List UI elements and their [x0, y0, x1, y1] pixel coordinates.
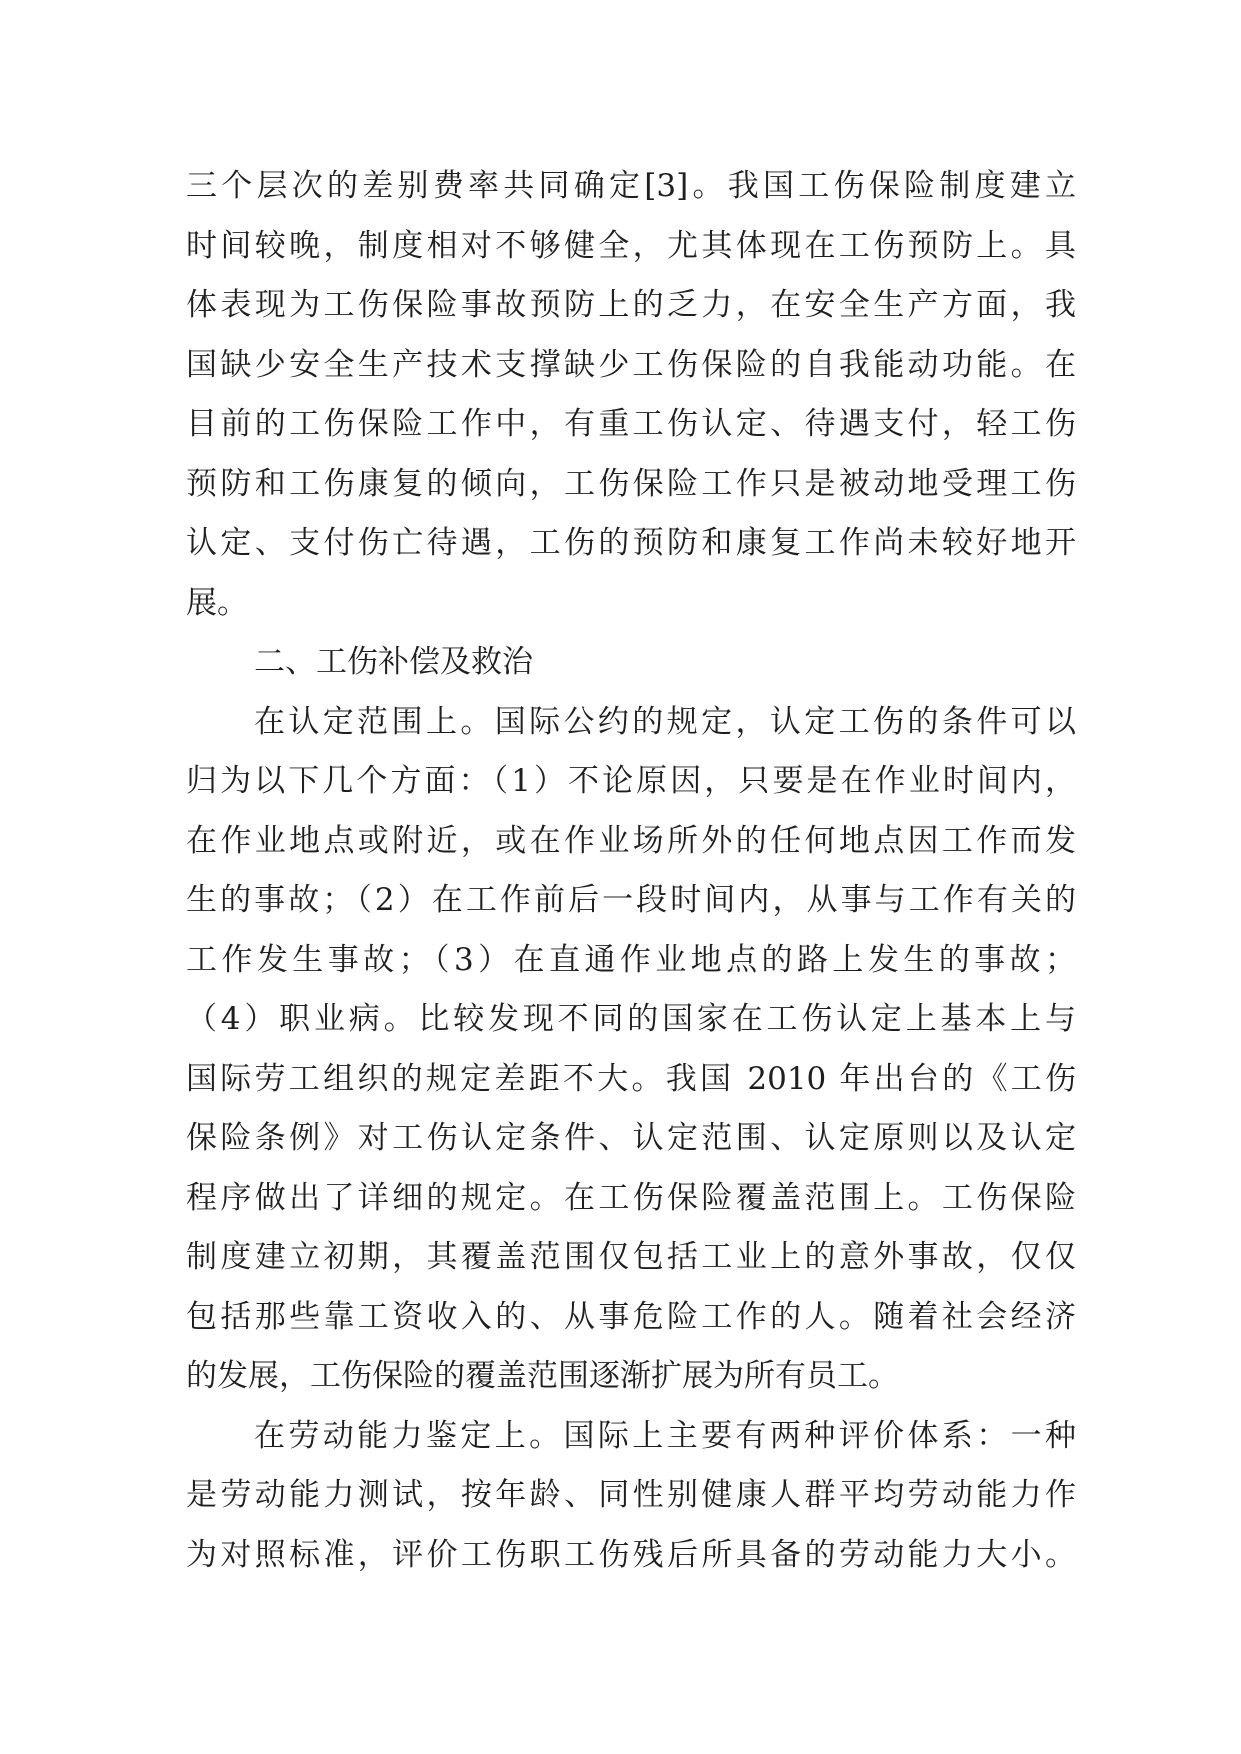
text-line: 在认定范围上。国际公约的规定，认定工伤的条件可以: [254, 703, 1076, 740]
text-line: （4）职业病。比较发现不同的国家在工伤认定上基本上与: [186, 1001, 1076, 1037]
text-line: 包括那些靠工资收入的、从事危险工作的人。随着社会经济: [186, 1298, 1076, 1335]
text-line: 认定、支付伤亡待遇，工伤的预防和康复工作尚未较好地开: [186, 525, 1076, 561]
text-line: 国缺少安全生产技术支撑缺少工伤保险的自我能动功能。在: [186, 346, 1076, 383]
text-line: 程序做出了详细的规定。在工伤保险覆盖范围上。工伤保险: [186, 1179, 1076, 1216]
text-line: 是劳动能力测试，按年龄、同性别健康人群平均劳动能力作: [186, 1477, 1076, 1513]
text-line: 在劳动能力鉴定上。国际上主要有两种评价体系：一种: [254, 1417, 1076, 1454]
text-line: 保险条例》对工伤认定条件、认定范围、认定原则以及认定: [186, 1120, 1076, 1156]
paragraph-3: [186, 1407, 1076, 1586]
text-line: 体表现为工伤保险事故预防上的乏力，在安全生产方面，我: [186, 287, 1076, 323]
document-body: [186, 157, 1076, 1585]
paragraph-2: [186, 693, 1076, 1407]
text-line: 预防和工伤康复的倾向，工伤保险工作只是被动地受理工伤: [186, 465, 1076, 502]
text-line: 国际劳工组织的规定差距不大。我国 2010 年出台的《工伤: [186, 1060, 1076, 1097]
paragraph-1: [186, 157, 1076, 633]
text-line: 工作发生事故；（3）在直通作业地点的路上发生的事故；: [186, 941, 1076, 978]
text-line: 目前的工伤保险工作中，有重工伤认定、待遇支付，轻工伤: [186, 406, 1076, 442]
section-heading: 二、工伤补偿及救治: [254, 644, 533, 680]
text-line: 展。: [186, 584, 248, 621]
text-line: 在作业地点或附近，或在作业场所外的任何地点因工作而发: [186, 822, 1076, 859]
text-line: 的发展，工伤保险的覆盖范围逐渐扩展为所有员工。: [186, 1358, 899, 1394]
text-line: 为对照标准，评价工伤职工伤残后所具备的劳动能力大小。: [186, 1536, 1076, 1573]
text-line: 三个层次的差别费率共同确定[3]。我国工伤保险制度建立: [186, 168, 1076, 204]
text-line: 时间较晚，制度相对不够健全，尤其体现在工伤预防上。具: [186, 227, 1076, 264]
text-line: 生的事故；（2）在工作前后一段时间内，从事与工作有关的: [186, 882, 1076, 918]
text-line: 归为以下几个方面：（1）不论原因，只要是在作业时间内，: [186, 763, 1076, 799]
text-line: 制度建立初期，其覆盖范围仅包括工业上的意外事故，仅仅: [186, 1239, 1076, 1275]
